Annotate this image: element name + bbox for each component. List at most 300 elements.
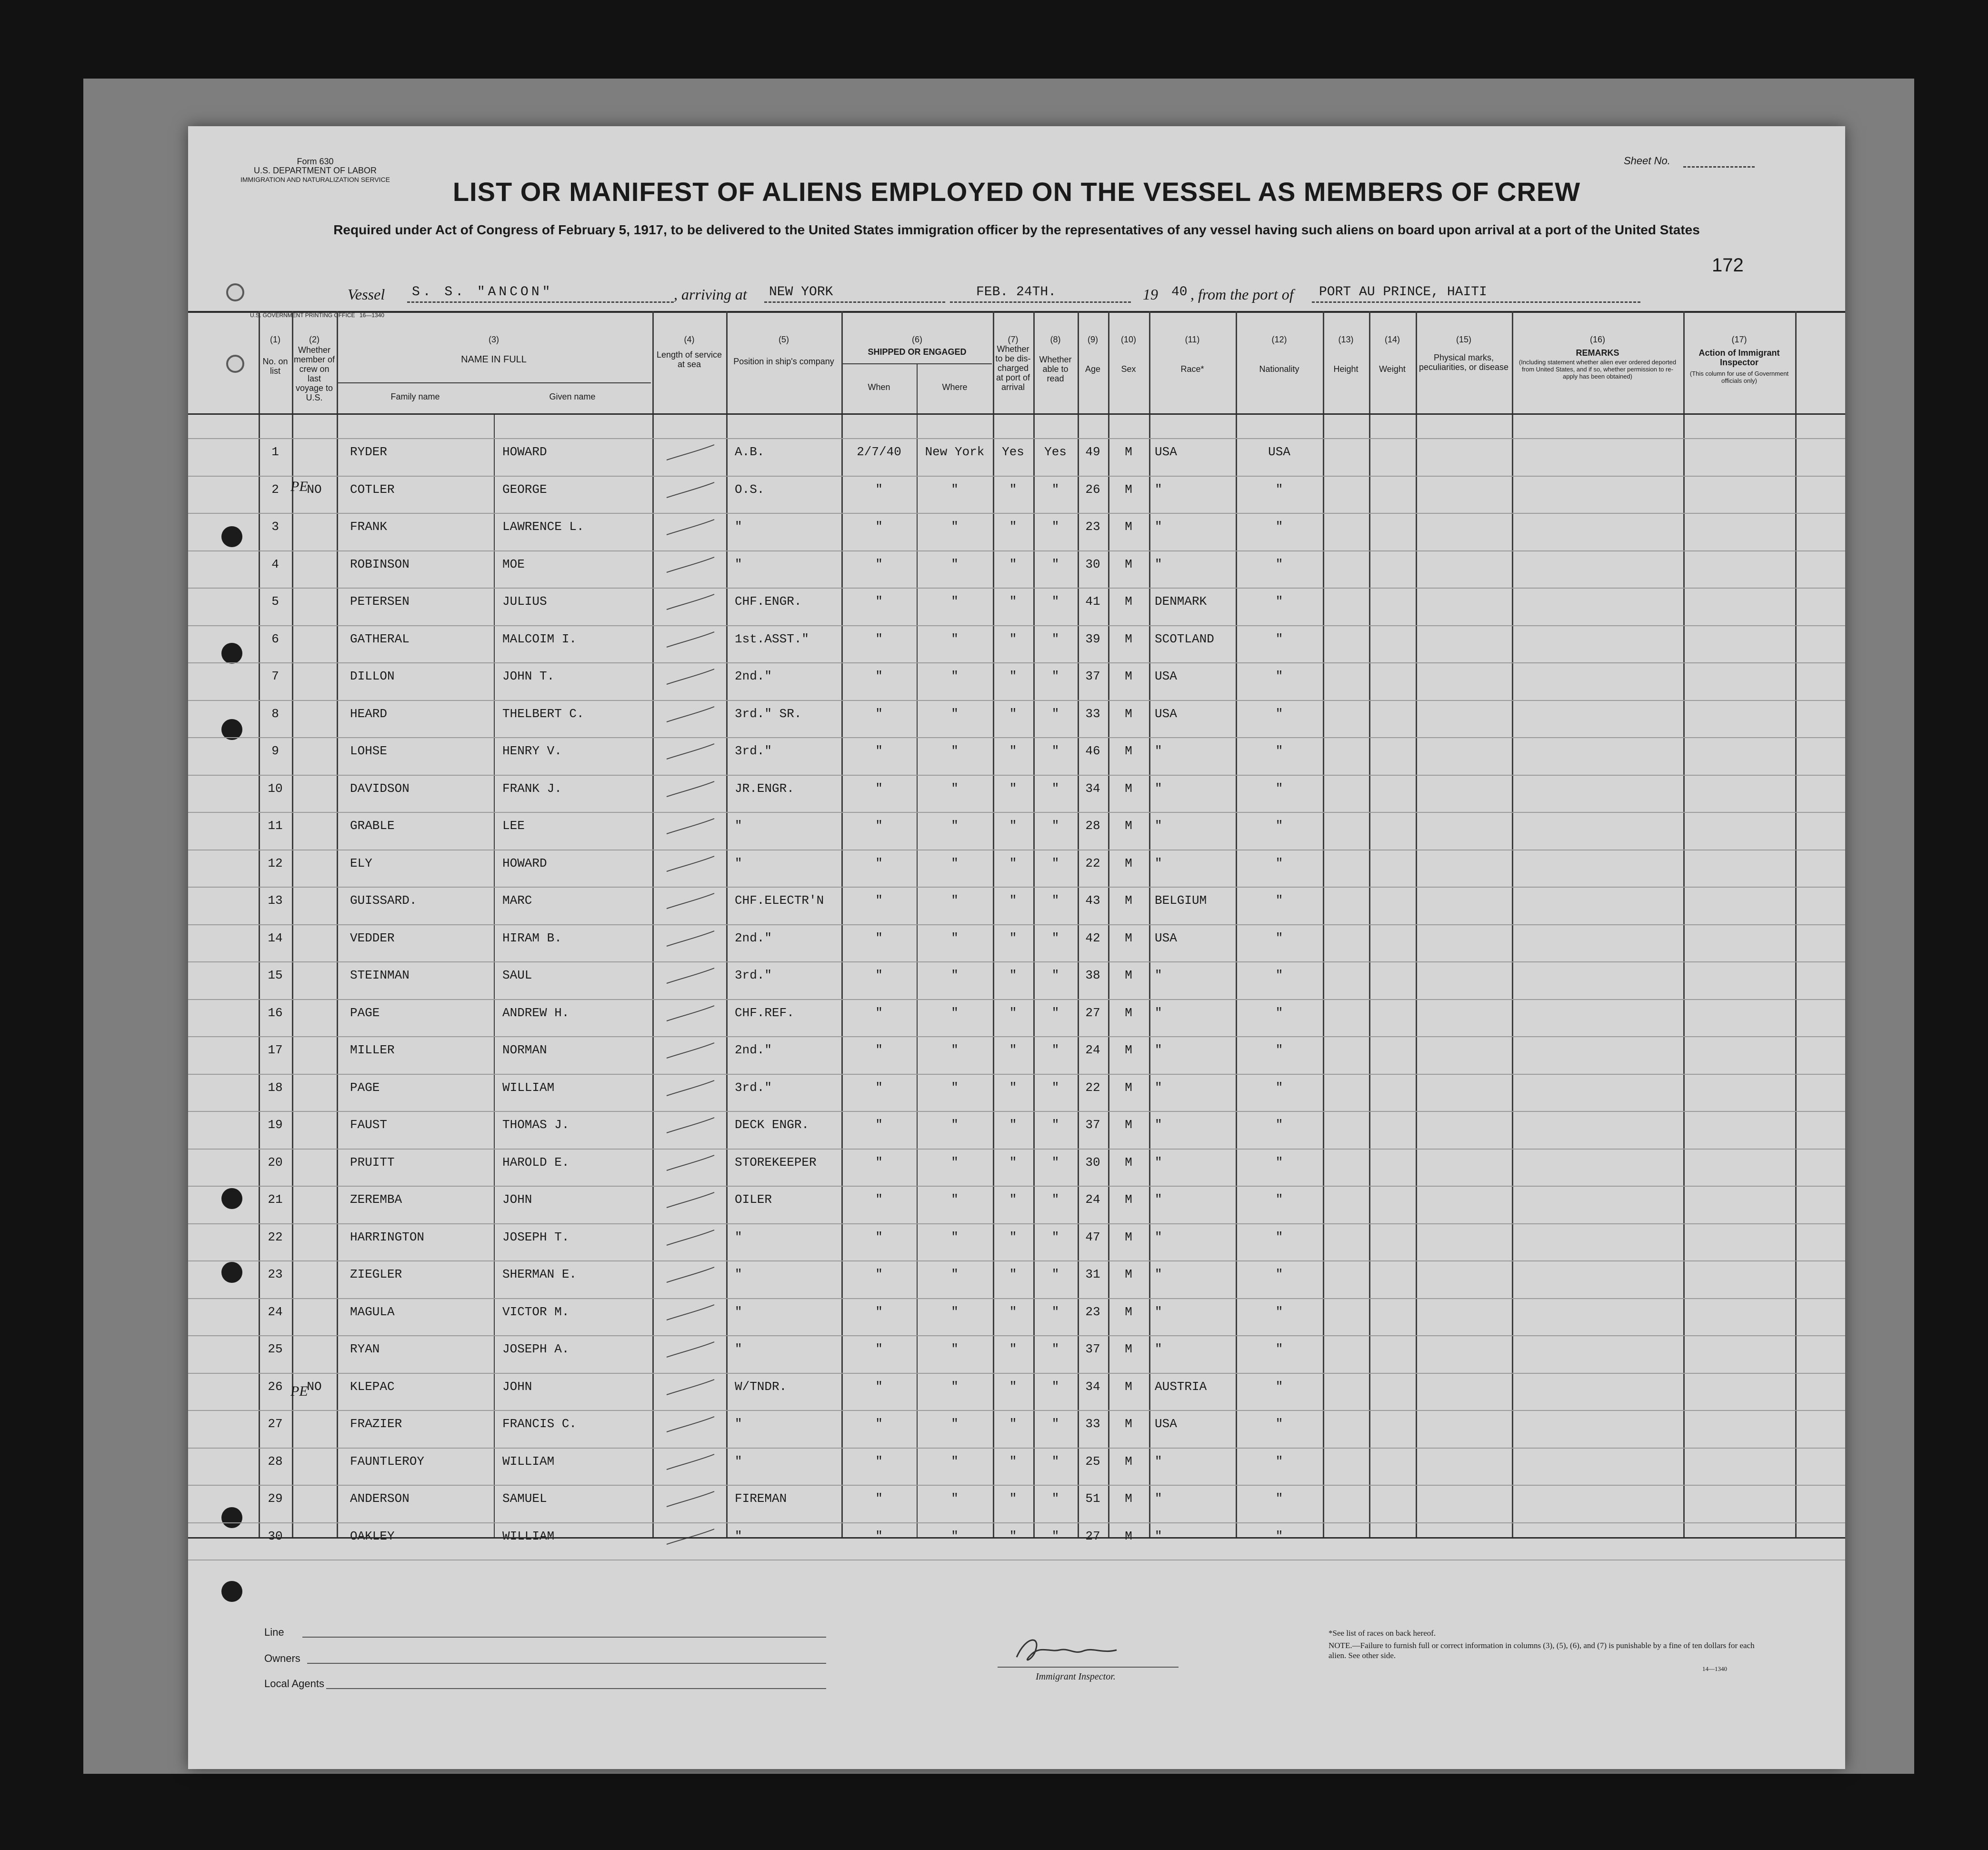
cell-shipped-when: "	[875, 968, 883, 982]
cell-nationality: "	[1275, 706, 1283, 721]
line-label: Line	[264, 1626, 284, 1638]
cell-sex: M	[1125, 1379, 1132, 1394]
cell-shipped-where: "	[951, 557, 959, 571]
cell-sex: M	[1125, 1005, 1132, 1020]
service-check-mark	[662, 1413, 719, 1437]
row-rule	[188, 1223, 1845, 1224]
row-rule	[188, 887, 1845, 888]
cell-race: "	[1155, 1529, 1162, 1543]
row-rule	[188, 1260, 1845, 1261]
cell-discharged: "	[1009, 1454, 1017, 1469]
cell-race: "	[1155, 819, 1162, 833]
cell-row-number: 28	[268, 1454, 283, 1469]
cell-row-number: 29	[268, 1491, 283, 1506]
cell-shipped-when: "	[875, 856, 883, 870]
cell-given-name: SAMUEL	[502, 1491, 547, 1506]
cell-row-number: 24	[268, 1304, 283, 1319]
printing-code: 16—1340	[360, 312, 385, 319]
cell-family-name: HARRINGTON	[350, 1230, 425, 1244]
header-weight: Weight	[1379, 364, 1406, 374]
cell-family-name: DILLON	[350, 669, 395, 683]
penalty-note: NOTE.—Failure to furnish full or correct information in columns (3), (5), (6), and (7) is punishable by a fine of ten dollars for each alien. See other side.	[1329, 1641, 1755, 1660]
cell-discharged: "	[1009, 631, 1017, 646]
year-value: 40	[1171, 285, 1188, 300]
service-check-mark	[662, 441, 719, 465]
col-num-5: (5)	[779, 335, 789, 344]
cell-given-name: LEE	[502, 819, 525, 833]
cell-shipped-where: "	[951, 1417, 959, 1431]
cell-family-name: RYAN	[350, 1342, 380, 1356]
cell-given-name: JOHN T.	[502, 669, 555, 683]
cell-row-number: 30	[268, 1529, 283, 1543]
cell-able-to-read: "	[1051, 557, 1059, 571]
form-code: 14—1340	[1702, 1665, 1727, 1672]
header-remarks: REMARKS	[1576, 348, 1619, 358]
cell-race: DENMARK	[1155, 594, 1207, 609]
cell-shipped-when: "	[875, 1304, 883, 1319]
cell-able-to-read: "	[1051, 1529, 1059, 1543]
cell-row-number: 3	[271, 520, 279, 534]
row-rule	[188, 775, 1845, 776]
cell-shipped-when: "	[875, 781, 883, 796]
cell-able-to-read: "	[1051, 1155, 1059, 1170]
cell-shipped-where: "	[951, 1080, 959, 1095]
cell-shipped-where: "	[951, 1230, 959, 1244]
cell-age: 51	[1085, 1491, 1100, 1506]
cell-nationality: "	[1275, 1304, 1283, 1319]
cell-shipped-when: "	[875, 1417, 883, 1431]
cell-race: BELGIUM	[1155, 893, 1207, 908]
cell-family-name: FAUST	[350, 1118, 388, 1132]
cell-position: DECK ENGR.	[735, 1118, 809, 1132]
col-num-9: (9)	[1088, 335, 1098, 344]
cell-nationality: "	[1275, 1118, 1283, 1132]
col-divider	[917, 363, 918, 1537]
cell-race: "	[1155, 1342, 1162, 1356]
cell-family-name: PAGE	[350, 1005, 380, 1020]
cell-shipped-where: "	[951, 1304, 959, 1319]
cell-family-name: PETERSEN	[350, 594, 410, 609]
cell-discharged: "	[1009, 1192, 1017, 1207]
row-rule	[188, 961, 1845, 962]
service-check-mark	[662, 479, 719, 502]
document-title: LIST OR MANIFEST OF ALIENS EMPLOYED ON THE VESSEL AS MEMBERS OF CREW	[452, 177, 1581, 207]
cell-row-number: 22	[268, 1230, 283, 1244]
cell-nationality: "	[1275, 1192, 1283, 1207]
cell-age: 43	[1085, 893, 1100, 908]
cell-age: 37	[1085, 669, 1100, 683]
row-rule	[188, 700, 1845, 701]
cell-able-to-read: "	[1051, 1118, 1059, 1132]
cell-shipped-when: "	[875, 557, 883, 571]
cell-family-name: KLEPAC	[350, 1379, 395, 1394]
service-check-mark	[662, 740, 719, 764]
header-able-to-read: Whether able to read	[1039, 355, 1072, 383]
cell-shipped-when: "	[875, 1491, 883, 1506]
inspector-line	[998, 1667, 1179, 1668]
service-check-mark	[662, 553, 719, 577]
cell-position: 3rd."	[735, 1080, 772, 1095]
cell-able-to-read: "	[1051, 1080, 1059, 1095]
cell-family-name: MAGULA	[350, 1304, 395, 1319]
cell-shipped-when: "	[875, 893, 883, 908]
cell-race: AUSTRIA	[1155, 1379, 1207, 1394]
row-rule	[188, 812, 1845, 813]
service-check-mark	[662, 1114, 719, 1138]
cell-row-number: 12	[268, 856, 283, 870]
header-sex: Sex	[1121, 364, 1136, 374]
service-check-mark	[662, 1301, 719, 1325]
service-check-mark	[662, 815, 719, 839]
cell-nationality: "	[1275, 1417, 1283, 1431]
name-subheader-line	[337, 382, 651, 383]
cell-nationality: "	[1275, 1043, 1283, 1057]
col-num-8: (8)	[1050, 335, 1061, 344]
cell-position: FIREMAN	[735, 1491, 787, 1506]
cell-discharged: "	[1009, 819, 1017, 833]
cell-position: A.B.	[735, 445, 765, 459]
arrival-underline	[764, 301, 945, 303]
cell-shipped-when: "	[875, 1529, 883, 1543]
cell-race: "	[1155, 557, 1162, 571]
cell-able-to-read: "	[1051, 520, 1059, 534]
cell-family-name: FAUNTLEROY	[350, 1454, 425, 1469]
cell-row-number: 11	[268, 819, 283, 833]
cell-shipped-where: "	[951, 1529, 959, 1543]
cell-prev-voyage: NO	[307, 482, 322, 497]
cell-given-name: NORMAN	[502, 1043, 547, 1057]
cell-discharged: Yes	[1002, 445, 1024, 459]
cell-given-name: FRANK J.	[502, 781, 562, 796]
cell-age: 22	[1085, 856, 1100, 870]
cell-family-name: FRAZIER	[350, 1417, 402, 1431]
header-bottom-border	[188, 413, 1845, 415]
cell-position: 2nd."	[735, 930, 772, 945]
row-rule	[188, 588, 1845, 589]
row-rule	[188, 1522, 1845, 1523]
cell-nationality: "	[1275, 1267, 1283, 1281]
header-position: Position in ship's company	[733, 357, 834, 366]
header-family-name: Family name	[390, 392, 440, 401]
row-rule	[188, 1410, 1845, 1411]
service-check-mark	[662, 703, 719, 727]
cell-family-name: COTLER	[350, 482, 395, 497]
service-check-mark	[662, 778, 719, 801]
date-underline	[950, 301, 1131, 303]
cell-able-to-read: "	[1051, 594, 1059, 609]
col-num-4: (4)	[684, 335, 695, 344]
row-rule	[188, 625, 1845, 626]
cell-discharged: "	[1009, 482, 1017, 497]
cell-row-number: 7	[271, 669, 279, 683]
cell-row-number: 21	[268, 1192, 283, 1207]
cell-family-name: ELY	[350, 856, 372, 870]
service-check-mark	[662, 628, 719, 652]
cell-given-name: JULIUS	[502, 594, 547, 609]
cell-sex: M	[1125, 482, 1132, 497]
cell-age: 28	[1085, 819, 1100, 833]
col-divider	[494, 413, 495, 1537]
cell-family-name: ZEREMBA	[350, 1192, 402, 1207]
cell-race: SCOTLAND	[1155, 631, 1214, 646]
cell-given-name: MALCOIM I.	[502, 631, 577, 646]
row-rule	[188, 1335, 1845, 1336]
cell-race: USA	[1155, 706, 1177, 721]
cell-shipped-when: "	[875, 1379, 883, 1394]
cell-row-number: 5	[271, 594, 279, 609]
cell-race: "	[1155, 1491, 1162, 1506]
row-rule	[188, 1111, 1845, 1112]
cell-race: "	[1155, 1080, 1162, 1095]
cell-sex: M	[1125, 1417, 1132, 1431]
service-check-mark	[662, 1263, 719, 1287]
cell-given-name: THELBERT C.	[502, 706, 584, 721]
cell-family-name: LOHSE	[350, 744, 388, 758]
col-num-12: (12)	[1271, 335, 1287, 344]
cell-shipped-where: "	[951, 594, 959, 609]
cell-discharged: "	[1009, 520, 1017, 534]
cell-position: "	[735, 520, 742, 534]
cell-shipped-where: "	[951, 1454, 959, 1469]
col-num-6: (6)	[912, 335, 922, 344]
cell-age: 25	[1085, 1454, 1100, 1469]
col-num-1: (1)	[270, 335, 280, 344]
cell-nationality: "	[1275, 893, 1283, 908]
owners-field	[307, 1663, 826, 1664]
cell-given-name: HENRY V.	[502, 744, 562, 758]
header-when: When	[868, 382, 890, 392]
cell-shipped-when: "	[875, 1043, 883, 1057]
cell-row-number: 27	[268, 1417, 283, 1431]
cell-position: "	[735, 1529, 742, 1543]
cell-given-name: HOWARD	[502, 856, 547, 870]
cell-sex: M	[1125, 1529, 1132, 1543]
cell-sex: M	[1125, 781, 1132, 796]
cell-discharged: "	[1009, 669, 1017, 683]
cell-age: 47	[1085, 1230, 1100, 1244]
cell-sex: M	[1125, 520, 1132, 534]
cell-nationality: "	[1275, 1342, 1283, 1356]
cell-row-number: 6	[271, 631, 279, 646]
cell-race: "	[1155, 744, 1162, 758]
cell-nationality: "	[1275, 930, 1283, 945]
cell-age: 26	[1085, 482, 1100, 497]
cell-given-name: WILLIAM	[502, 1080, 555, 1095]
cell-able-to-read: "	[1051, 1267, 1059, 1281]
cell-row-number: 19	[268, 1118, 283, 1132]
cell-shipped-where: "	[951, 1005, 959, 1020]
cell-nationality: "	[1275, 594, 1283, 609]
cell-discharged: "	[1009, 968, 1017, 982]
service-check-mark	[662, 927, 719, 951]
cell-discharged: "	[1009, 1043, 1017, 1057]
cell-able-to-read: "	[1051, 1005, 1059, 1020]
row-rule	[188, 662, 1845, 663]
cell-race: "	[1155, 1118, 1162, 1132]
races-note: *See list of races on back hereof.	[1329, 1629, 1436, 1638]
document-subtitle: Required under Act of Congress of February 5, 1917, to be delivered to the United States immigration officer by the representatives of any vessel having such aliens on board upon arrival at a port of the United States	[333, 222, 1700, 237]
cell-discharged: "	[1009, 1417, 1017, 1431]
cell-discharged: "	[1009, 1529, 1017, 1543]
cell-row-number: 26	[268, 1379, 283, 1394]
col-num-11: (11)	[1185, 335, 1200, 344]
cell-age: 24	[1085, 1192, 1100, 1207]
cell-shipped-when: "	[875, 1342, 883, 1356]
row-rule	[188, 1485, 1845, 1486]
cell-given-name: SAUL	[502, 968, 532, 982]
col-num-2: (2)	[309, 335, 320, 344]
cell-discharged: "	[1009, 706, 1017, 721]
cell-age: 46	[1085, 744, 1100, 758]
cell-row-number: 10	[268, 781, 283, 796]
cell-position: JR.ENGR.	[735, 781, 794, 796]
cell-age: 30	[1085, 1155, 1100, 1170]
cell-shipped-when: "	[875, 631, 883, 646]
cell-shipped-where: "	[951, 930, 959, 945]
cell-sex: M	[1125, 1155, 1132, 1170]
cell-race: "	[1155, 1155, 1162, 1170]
agents-field	[326, 1688, 826, 1689]
cell-sex: M	[1125, 819, 1132, 833]
cell-position: CHF.ELECTR'N	[735, 893, 824, 908]
cell-position: STOREKEEPER	[735, 1155, 817, 1170]
cell-nationality: "	[1275, 1155, 1283, 1170]
cell-able-to-read: "	[1051, 1454, 1059, 1469]
cell-nationality: "	[1275, 856, 1283, 870]
year-prefix: 19	[1143, 286, 1158, 303]
cell-position: OILER	[735, 1192, 772, 1207]
cell-family-name: ROBINSON	[350, 557, 410, 571]
cell-given-name: SHERMAN E.	[502, 1267, 577, 1281]
row-rule	[188, 1298, 1845, 1299]
form-id: Form 630	[297, 157, 334, 166]
cell-sex: M	[1125, 594, 1132, 609]
cell-age: 34	[1085, 781, 1100, 796]
cell-position: 1st.ASST."	[735, 631, 809, 646]
cell-family-name: FRANK	[350, 520, 388, 534]
cell-shipped-where: "	[951, 1267, 959, 1281]
cell-nationality: "	[1275, 557, 1283, 571]
cell-shipped-where: New York	[925, 445, 985, 459]
cell-discharged: "	[1009, 1005, 1017, 1020]
cell-row-number: 8	[271, 706, 279, 721]
header-age: Age	[1085, 364, 1101, 374]
row26-annotation: PE	[290, 1383, 308, 1399]
cell-nationality: "	[1275, 482, 1283, 497]
cell-given-name: GEORGE	[502, 482, 547, 497]
cell-nationality: "	[1275, 631, 1283, 646]
cell-shipped-when: "	[875, 706, 883, 721]
header-prev-voyage: Whether member of crew on last voyage to U.S.	[293, 345, 335, 402]
cell-family-name: RYDER	[350, 445, 388, 459]
cell-position: 2nd."	[735, 669, 772, 683]
cell-able-to-read: "	[1051, 781, 1059, 796]
cell-discharged: "	[1009, 744, 1017, 758]
cell-age: 22	[1085, 1080, 1100, 1095]
service-check-mark	[662, 1450, 719, 1474]
cell-row-number: 14	[268, 930, 283, 945]
cell-position: 3rd."	[735, 968, 772, 982]
header-remarks-note: (Including statement whether alien ever ordered deported from United States, and if so, whether permission to re-apply has been obtained)	[1518, 359, 1677, 380]
cell-age: 42	[1085, 930, 1100, 945]
header-discharged: Whether to be dis-charged at port of arrival	[995, 344, 1031, 392]
cell-row-number: 4	[271, 557, 279, 571]
cell-given-name: JOSEPH T.	[502, 1230, 569, 1244]
col-num-3: (3)	[489, 335, 499, 344]
row-rule	[188, 1186, 1845, 1187]
service-check-mark	[662, 590, 719, 614]
departure-port: PORT AU PRINCE, HAITI	[1319, 285, 1487, 300]
cell-position: "	[735, 1267, 742, 1281]
cell-discharged: "	[1009, 1491, 1017, 1506]
cell-family-name: PAGE	[350, 1080, 380, 1095]
cell-nationality: "	[1275, 1454, 1283, 1469]
cell-row-number: 13	[268, 893, 283, 908]
cell-able-to-read: "	[1051, 631, 1059, 646]
cell-shipped-when: "	[875, 520, 883, 534]
service-check-mark	[662, 964, 719, 988]
cell-shipped-when: "	[875, 1155, 883, 1170]
col-num-17: (17)	[1731, 335, 1747, 344]
cell-row-number: 23	[268, 1267, 283, 1281]
cell-shipped-where: "	[951, 1118, 959, 1132]
cell-shipped-where: "	[951, 1155, 959, 1170]
cell-given-name: JOHN	[502, 1379, 532, 1394]
cell-shipped-when: "	[875, 1080, 883, 1095]
cell-age: 34	[1085, 1379, 1100, 1394]
cell-shipped-where: "	[951, 631, 959, 646]
cell-race: "	[1155, 1454, 1162, 1469]
cell-able-to-read: "	[1051, 819, 1059, 833]
service-check-mark	[662, 852, 719, 876]
cell-age: 27	[1085, 1529, 1100, 1543]
cell-family-name: OAKLEY	[350, 1529, 395, 1543]
cell-nationality: "	[1275, 1080, 1283, 1095]
cell-shipped-when: "	[875, 1230, 883, 1244]
cell-sex: M	[1125, 1267, 1132, 1281]
cell-sex: M	[1125, 669, 1132, 683]
cell-given-name: LAWRENCE L.	[502, 520, 584, 534]
cell-family-name: GATHERAL	[350, 631, 410, 646]
col-num-14: (14)	[1384, 335, 1400, 344]
row-rule	[188, 476, 1845, 477]
cell-age: 27	[1085, 1005, 1100, 1020]
cell-shipped-when: 2/7/40	[857, 445, 901, 459]
vessel-name: S. S. "ANCON"	[412, 285, 553, 300]
cell-able-to-read: "	[1051, 1379, 1059, 1394]
cell-discharged: "	[1009, 930, 1017, 945]
cell-shipped-where: "	[951, 893, 959, 908]
row-rule	[188, 513, 1845, 514]
shipped-subheader-line	[841, 363, 992, 364]
cell-shipped-when: "	[875, 1454, 883, 1469]
cell-race: "	[1155, 1304, 1162, 1319]
cell-shipped-where: "	[951, 1379, 959, 1394]
cell-given-name: HIRAM B.	[502, 930, 562, 945]
cell-discharged: "	[1009, 1342, 1017, 1356]
arrival-date: FEB. 24TH.	[976, 285, 1057, 300]
cell-given-name: MOE	[502, 557, 525, 571]
cell-race: "	[1155, 1230, 1162, 1244]
header-physical-marks: Physical marks, peculiarities, or disease	[1419, 353, 1509, 372]
cell-able-to-read: "	[1051, 893, 1059, 908]
header-nationality: Nationality	[1259, 364, 1299, 374]
cell-family-name: MILLER	[350, 1043, 395, 1057]
cell-given-name: WILLIAM	[502, 1529, 555, 1543]
cell-shipped-when: "	[875, 1005, 883, 1020]
manifest-table	[188, 311, 1845, 1604]
line-field	[302, 1637, 826, 1638]
